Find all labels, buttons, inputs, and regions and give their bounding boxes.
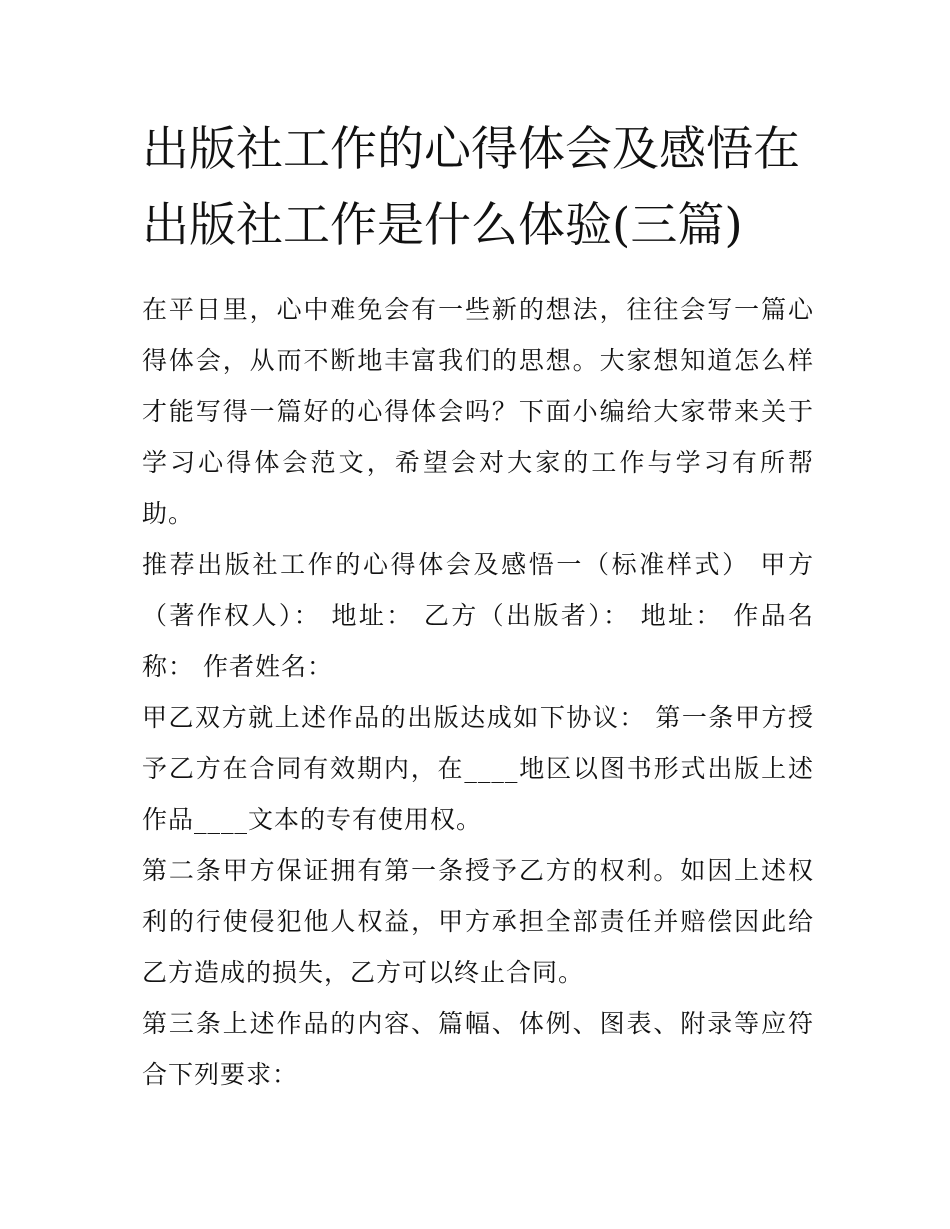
paragraph-article-2: 第二条甲方保证拥有第一条授予乙方的权利。如因上述权利的行使侵犯他人权益，甲方承担全部责任并赔偿因此给乙方造成的损失，乙方可以终止合同。 [142, 856, 814, 987]
paragraph-article-3: 第三条上述作品的内容、篇幅、体例、图表、附录等应符合下列要求： [142, 1009, 814, 1089]
paragraph-article-1: 甲乙双方就上述作品的出版达成如下协议： 第一条甲方授予乙方在合同有效期内，在____地区以图书形式出版上述作品____文本的专有使用权。 [142, 703, 814, 834]
document-title: 出版社工作的心得体会及感悟在出版社工作是什么体验(三篇) [142, 122, 800, 253]
paragraph-intro: 在平日里，心中难免会有一些新的想法，往往会写一篇心得体会，从而不断地丰富我们的思想。大家想知道怎么样才能写得一篇好的心得体会吗？下面小编给大家带来关于学习心得体会范文，希望会对大家的工作与学习有所帮助。 [142, 295, 814, 528]
document-body [142, 112, 814, 1100]
paragraph-parties: 推荐出版社工作的心得体会及感悟一（标准样式） 甲方（著作权人）： 地址： 乙方（出版者）： 地址： 作品名称： 作者姓名： [142, 550, 814, 681]
